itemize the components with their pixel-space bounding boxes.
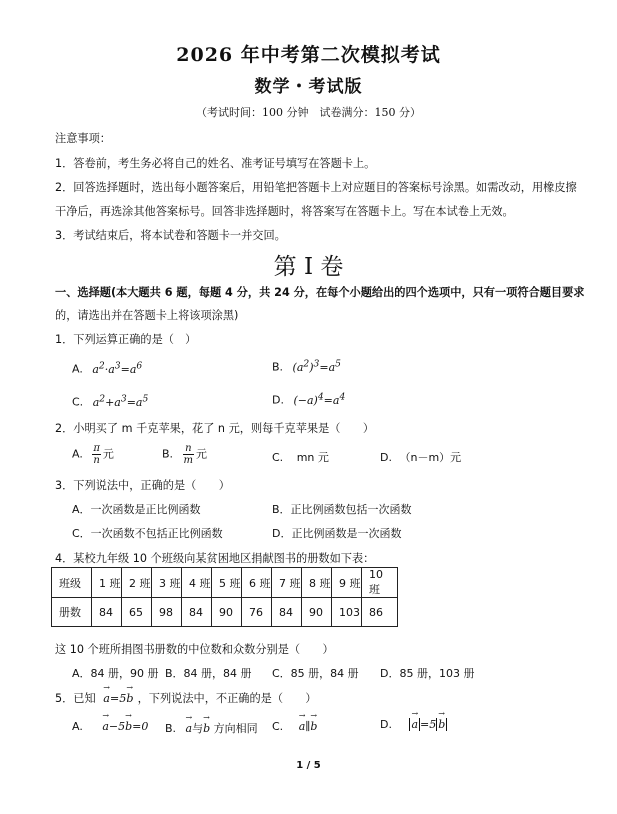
- q1-c-label: C.: [72, 395, 84, 409]
- q5-condition: → a=5→ b: [103, 692, 133, 705]
- table-cell: 8 班: [302, 568, 332, 598]
- q1-b-formula: $(a^2)^3=a^5$: [292, 358, 341, 374]
- q1-d-label: D.: [272, 393, 284, 407]
- q5-d-label: D.: [380, 718, 392, 731]
- q2-b-label: B.: [162, 447, 174, 461]
- q5-stem-suffix: ，下列说法中，不正确的是（ ）: [137, 692, 317, 705]
- q2-option-c: [272, 449, 329, 465]
- q5-a-formula: → a−5→ b=0: [102, 720, 148, 733]
- q1-b-label: B.: [272, 360, 284, 374]
- q5-b-vector-b: → b: [203, 722, 210, 735]
- q4-option-d: D．85 册，103 册: [380, 667, 475, 680]
- q5-option-b: [165, 720, 258, 736]
- exam-info: （考试时间：100 分钟 试卷满分：150 分）: [196, 106, 421, 119]
- q2-d-label: D.: [380, 451, 392, 464]
- table-cell: 1 班: [92, 568, 122, 598]
- q2-c-label: C.: [272, 451, 284, 464]
- q4-stem: 4．某校九年级 10 个班级向某贫困地区捐献图书的册数如下表：: [55, 552, 375, 565]
- table-cell: 3 班: [152, 568, 182, 598]
- q5-a-label: A.: [72, 720, 83, 733]
- q2-a-label: A.: [72, 447, 83, 461]
- q5-b-tail: 方向相同: [213, 722, 258, 735]
- table-cell: 86: [362, 598, 398, 627]
- q5-option-a: [72, 720, 148, 733]
- q1-a-formula: $a^2\cdot a^3=a^6$: [92, 360, 143, 376]
- table-header-row: [52, 568, 398, 598]
- table-cell: 4 班: [182, 568, 212, 598]
- q1-d-formula: $(-a)^4=a^4$: [293, 391, 346, 407]
- q2-c-text: mn 元: [296, 451, 329, 464]
- table-cell: 103: [332, 598, 362, 627]
- q4-option-a: A．84 册，90 册: [72, 667, 159, 680]
- part1-instruction-line-1: 一、选择题(本大题共 6 题，每题 4 分，共 24 分，在每个小题给出的四个选项中，只有一项符合题目要求: [55, 286, 585, 299]
- page-number: 1 / 5: [296, 760, 321, 771]
- section-title: 第 I 卷: [273, 254, 344, 280]
- table-cell: 65: [122, 598, 152, 627]
- q2-option-a: [72, 443, 114, 466]
- q2-b-fraction: [183, 443, 194, 466]
- q1-option-a: [72, 360, 142, 376]
- q2-option-b: [162, 443, 207, 466]
- q2-b-unit: 元: [196, 447, 208, 461]
- q5-b-vector-a: → a: [186, 722, 193, 735]
- note-item-2-line-2: 干净后，再选涂其他答案标号。回答非选择题时，将答案写在答题卡上。写在本试卷上无效。: [55, 205, 514, 218]
- q3-option-d: D．正比例函数是一次函数: [272, 527, 402, 540]
- q5-c-label: C.: [272, 720, 284, 733]
- note-item-3: 3．考试结束后，将本试卷和答题卡一并交回。: [55, 229, 286, 242]
- q5-stem-prefix: 5．已知: [55, 692, 96, 705]
- q5-option-d: [380, 718, 447, 731]
- table-cell: 90: [212, 598, 242, 627]
- table-cell: 76: [242, 598, 272, 627]
- q5-stem: [55, 690, 317, 706]
- table-cell: 6 班: [242, 568, 272, 598]
- note-item-2-line-1: 2．回答选择题时，选出每小题答案后，用铅笔把答题卡上对应题目的答案标号涂黑。如需改动，用橡皮擦: [55, 181, 577, 194]
- q4-option-b: B．84 册，84 册: [165, 667, 252, 680]
- q1-a-label: A.: [72, 362, 83, 376]
- table-cell: 84: [182, 598, 212, 627]
- q2-a-numerator: π: [93, 443, 100, 454]
- table-cell: 10 班: [362, 568, 398, 598]
- table-cell: 7 班: [272, 568, 302, 598]
- q3-option-c: C．一次函数不包括正比例函数: [72, 527, 223, 540]
- table-cell: 2 班: [122, 568, 152, 598]
- table-cell: 98: [152, 598, 182, 627]
- q3-option-a: A．一次函数是正比例函数: [72, 503, 201, 516]
- table-cell: 9 班: [332, 568, 362, 598]
- q5-b-label: B.: [165, 722, 177, 735]
- exam-subtitle: 数学・考试版: [254, 77, 363, 97]
- q1-stem: 1．下列运算正确的是（ ）: [55, 333, 197, 346]
- q3-option-b: B．正比例函数包括一次函数: [272, 503, 412, 516]
- part1-instruction-line-2: 的，请选出并在答题卡上将该项涂黑): [55, 309, 239, 322]
- q4-question: 这 10 个班所捐图书册数的中位数和众数分别是（ ）: [55, 643, 334, 656]
- exam-title: 2026 年中考第二次模拟考试: [176, 44, 441, 66]
- q2-a-denominator: n: [93, 455, 100, 466]
- q4-option-c: C．85 册，84 册: [272, 667, 359, 680]
- q2-b-denominator: m: [183, 455, 194, 466]
- note-item-1: 1．答卷前，考生务必将自己的姓名、准考证号填写在答题卡上。: [55, 157, 376, 170]
- q1-option-c: [72, 393, 148, 409]
- q1-c-formula: $a^2+a^3=a^5$: [92, 393, 149, 409]
- table-cell: 84: [272, 598, 302, 627]
- q5-b-mid: 与: [192, 722, 204, 735]
- q2-a-unit: 元: [102, 447, 114, 461]
- q2-a-fraction: [92, 443, 101, 466]
- table-cell: 84: [92, 598, 122, 627]
- q5-d-formula: → a =5→ b: [409, 718, 447, 731]
- q2-b-numerator: n: [183, 443, 194, 455]
- q2-d-text: （n－m）元: [399, 451, 462, 464]
- q5-c-formula: → a∥→ b: [299, 720, 318, 733]
- q1-option-b: [272, 358, 341, 374]
- q2-stem: 2．小明买了 m 千克苹果，花了 n 元，则每千克苹果是（ ）: [55, 422, 375, 435]
- q2-option-d: [380, 449, 461, 465]
- table-cell: 册数: [52, 598, 92, 627]
- q5-option-c: [272, 720, 317, 733]
- notes-heading: 注意事项：: [55, 132, 111, 145]
- q1-option-d: [272, 391, 345, 407]
- donation-table: [51, 567, 398, 627]
- table-cell: 90: [302, 598, 332, 627]
- table-cell: 班级: [52, 568, 92, 598]
- q3-stem: 3．下列说法中，正确的是（ ）: [55, 479, 230, 492]
- table-cell: 5 班: [212, 568, 242, 598]
- table-row: [52, 598, 398, 627]
